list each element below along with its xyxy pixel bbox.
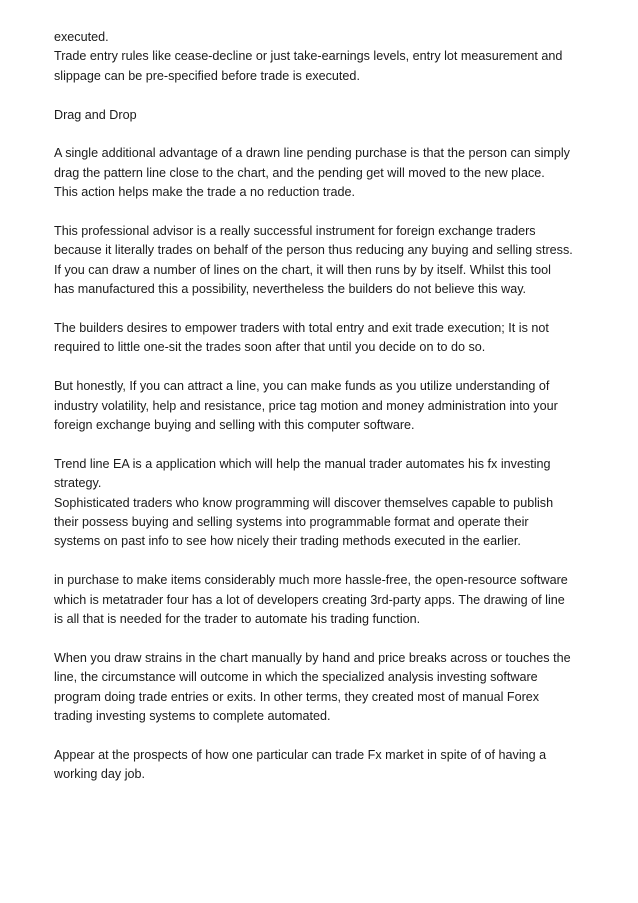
text-line: Sophisticated traders who know programming will discover themselves capable to publish <box>54 495 554 510</box>
text-line: is all that is needed for the trader to automate his trading function. <box>54 612 421 627</box>
text-line: drag the pattern line close to the chart, and the pending get will moved to the new place. <box>54 165 545 180</box>
text-line: in purchase to make items considerably much more hassle-free, the open-resource software <box>54 573 568 588</box>
text-line: Trend line EA is a application which will help the manual trader automates his fx investing <box>54 456 551 471</box>
paragraph-attract-a-line <box>54 377 598 435</box>
paragraph-prospects <box>54 746 598 785</box>
paragraph-professional-advisor <box>54 222 598 300</box>
heading-text: Drag and Drop <box>54 107 137 122</box>
section-heading-drag-and-drop <box>54 106 598 125</box>
paragraph-draw-strains <box>54 649 598 727</box>
paragraph-builders-desire <box>54 319 598 358</box>
text-line: This action helps make the trade a no reduction trade. <box>54 185 356 200</box>
text-line: Trade entry rules like cease-decline or just take-earnings levels, entry lot measurement and <box>54 49 563 64</box>
paragraph-executed-continuation <box>54 28 598 86</box>
paragraph-trend-line-ea <box>54 455 598 552</box>
text-line: industry volatility, help and resistance, price tag motion and money administration into your <box>54 398 558 413</box>
text-line: foreign exchange buying and selling with this computer software. <box>54 418 415 433</box>
text-line: because it literally trades on behalf of the person thus reducing any buying and selling stress. <box>54 243 573 258</box>
text-line: systems on past info to see how nicely their trading methods executed in the earlier. <box>54 534 521 549</box>
text-line: working day job. <box>54 767 146 782</box>
paragraph-drawn-line-advantage <box>54 144 598 202</box>
text-line: But honestly, If you can attract a line, you can make funds as you utilize understanding of <box>54 379 550 394</box>
text-line: strategy. <box>54 476 102 491</box>
text-line: required to little one-sit the trades soon after that until you decide on to do so. <box>54 340 486 355</box>
text-line: line, the circumstance will outcome in which the specialized analysis investing software <box>54 670 538 685</box>
paragraph-metatrader <box>54 571 598 629</box>
text-line: When you draw strains in the chart manually by hand and price breaks across or touches the <box>54 650 571 665</box>
text-line: program doing trade entries or exits. In other terms, they created most of manual Forex <box>54 689 540 704</box>
text-line: trading investing systems to complete automated. <box>54 709 331 724</box>
text-line: has manufactured this a possibility, nevertheless the builders do not believe this way. <box>54 282 527 297</box>
text-line: This professional advisor is a really successful instrument for foreign exchange traders <box>54 224 536 239</box>
text-line: Appear at the prospects of how one particular can trade Fx market in spite of of having a <box>54 747 547 762</box>
text-line: If you can draw a number of lines on the chart, it will then runs by by itself. Whilst this tool <box>54 262 551 277</box>
text-line: A single additional advantage of a drawn line pending purchase is that the person can simply <box>54 146 570 161</box>
text-line: The builders desires to empower traders with total entry and exit trade execution; It is not <box>54 321 549 336</box>
text-line: slippage can be pre-specified before trade is executed. <box>54 68 360 83</box>
text-line: their possess buying and selling systems into programmable format and operate their <box>54 515 529 530</box>
text-line: executed. <box>54 30 109 44</box>
text-line: which is metatrader four has a lot of developers creating 3rd-party apps. The drawing of line <box>54 592 565 607</box>
